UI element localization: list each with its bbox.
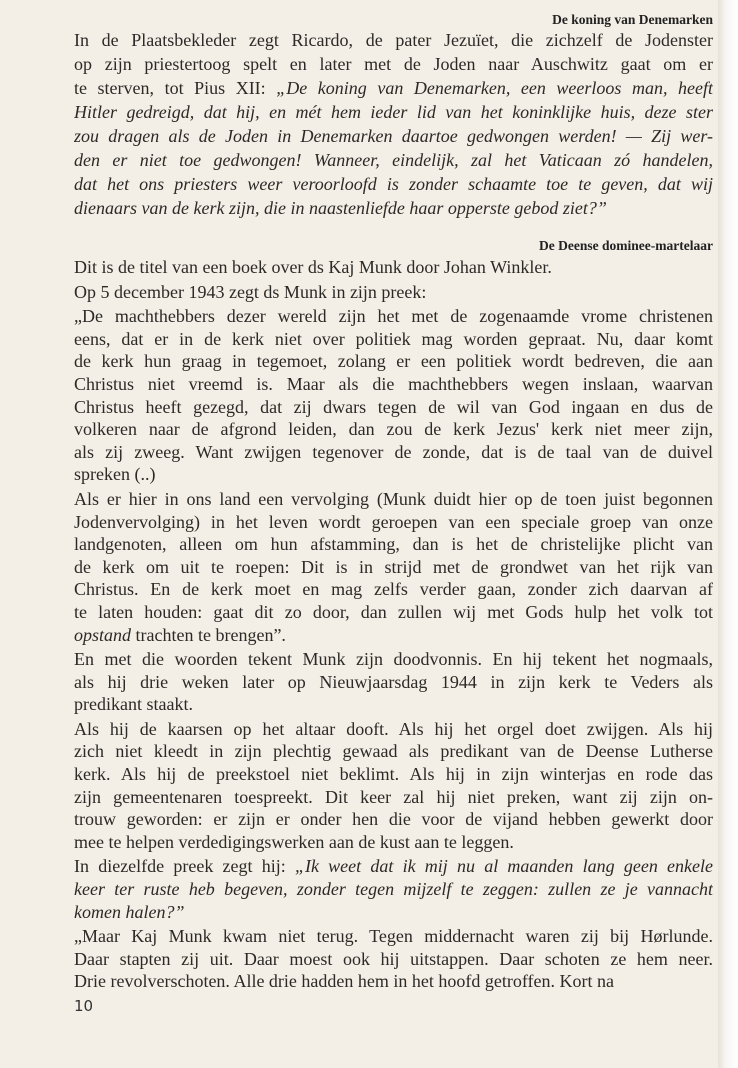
page-content	[74, 12, 713, 993]
body-text: de kerk hun graag in tegemoet, zolang er een politiek wordt bedreven, die aan	[74, 351, 713, 372]
body-text: als hij drie weken later op Nieuwjaarsdag 1944 in zijn kerk te Veders als	[74, 671, 713, 692]
italic-text: „De koning van Denemarken, een weerloos man, heeft	[276, 78, 713, 98]
body-text: eens, dat er in de kerk niet over politiek mag worden gepraat. Nu, daar komt	[74, 328, 713, 349]
section-heading: De Deense dominee-martelaar	[539, 238, 713, 253]
body-text: trachten te brengen”.	[131, 624, 286, 645]
text-line	[74, 970, 713, 993]
text-line	[74, 693, 713, 716]
body-text: als zij zweeg. Want zwijgen tegenover de zonde, dat is de taal van de duivel	[74, 441, 713, 462]
text-line	[74, 488, 713, 511]
text-line	[74, 901, 713, 924]
text-line	[74, 305, 713, 328]
text-line	[74, 878, 713, 901]
body-text: In diezelfde preek zegt hij:	[74, 856, 295, 877]
body-text: predikant staakt.	[74, 694, 193, 715]
body-text: mee te helpen verdedigingswerken aan de kust aan te leggen.	[74, 831, 514, 852]
text-line	[74, 786, 713, 809]
text-line	[74, 763, 713, 786]
section	[74, 238, 713, 993]
paragraph	[74, 28, 713, 220]
body-text: volkeren naar de afgrond leiden, dan zou de kerk Jezus' kerk niet meer zijn,	[74, 419, 713, 440]
body-text: Op 5 december 1943 zegt ds Munk in zijn preek:	[74, 281, 427, 302]
body-text: spreken (..)	[74, 464, 156, 485]
italic-text: dienaars van de kerk zijn, die in naastenliefde haar opperste gebod ziet?”	[74, 198, 607, 218]
book-page	[74, 12, 713, 1015]
body-text: op zijn priestertoog spelt en later met de Joden naar Auschwitz gaat om er	[74, 54, 713, 74]
section-heading: De koning van Denemarken	[552, 12, 713, 27]
page-edge	[718, 0, 738, 1068]
paragraph	[74, 925, 713, 993]
body-text: Christus heeft gezegd, dat zij dwars tegen de wil van God ingaan en dus de	[74, 396, 713, 417]
text-line	[74, 648, 713, 671]
text-line	[74, 172, 713, 196]
text-line	[74, 740, 713, 763]
text-line	[74, 533, 713, 556]
text-line	[74, 196, 713, 220]
body-text: Daar stapten zij uit. Daar moest ook hij uitstappen. Daar schoten ze hem neer.	[74, 948, 713, 969]
body-text: te sterven, tot Pius XII:	[74, 78, 277, 98]
text-line	[74, 28, 713, 52]
text-line	[74, 671, 713, 694]
body-text: Jodenvervolging) in het leven wordt geroepen van een speciale groep van onze	[74, 511, 713, 532]
text-line	[74, 100, 713, 124]
body-text: En met die woorden tekent Munk zijn doodvonnis. En hij tekent het nogmaals,	[74, 649, 713, 670]
body-text: Christus. En de kerk moet en mag zelfs verder gaan, zonder zich daarvan af	[74, 579, 713, 600]
text-line	[74, 831, 713, 854]
italic-text: keer ter ruste heb begeven, zonder tegen mijzelf te zeggen: zullen ze je vannacht	[74, 879, 713, 900]
text-line	[74, 511, 713, 534]
italic-text: dat het ons priesters weer veroorloofd is zonder schaamte toe te geven, dat wij	[74, 174, 713, 194]
text-line	[74, 578, 713, 601]
text-line	[74, 396, 713, 419]
body-text: Als hij de kaarsen op het altaar dooft. Als hij het orgel doet zwijgen. Als hij	[74, 718, 713, 739]
body-text: Drie revolverschoten. Alle drie hadden hem in het hoofd getroffen. Kort na	[74, 971, 614, 992]
section	[74, 12, 713, 220]
text-line	[74, 808, 713, 831]
paragraph	[74, 305, 713, 486]
body-text: „De machthebbers dezer wereld zijn het met de zogenaamde vrome christenen	[74, 306, 713, 327]
body-text: In de Plaatsbekleder zegt Ricardo, de pater Jezuïet, die zichzelf de Jodenster	[74, 30, 713, 50]
body-text: Dit is de titel van een boek over ds Kaj Munk door Johan Winkler.	[74, 257, 552, 277]
text-line	[74, 418, 713, 441]
paragraph	[74, 256, 713, 279]
body-text: de kerk om uit te roepen: Dit is in strijd met de grondwet van het rijk van	[74, 556, 713, 577]
body-text: „Maar Kaj Munk kwam niet terug. Tegen middernacht waren zij bij Hørlunde.	[74, 926, 713, 947]
text-line	[74, 124, 713, 148]
italic-text: komen halen?”	[74, 901, 185, 922]
text-line	[74, 718, 713, 741]
text-line	[74, 76, 713, 100]
text-line	[74, 52, 713, 76]
body-text: landgenoten, alleen om hun afstamming, dan is het de christelijke plicht van	[74, 534, 713, 555]
text-line	[74, 328, 713, 351]
paragraph	[74, 488, 713, 646]
text-line	[74, 601, 713, 624]
body-text: te laten houden: gaat dit zo door, dan zullen wij met Gods hulp het volk tot	[74, 601, 713, 622]
italic-text: „Ik weet dat ik mij nu al maanden lang geen enkele	[294, 856, 713, 877]
text-line	[74, 148, 713, 172]
body-text: zijn gemeentenaren toespreekt. Dit keer zal hij niet preken, want zij zijn on-	[74, 786, 713, 807]
text-line	[74, 373, 713, 396]
text-line	[74, 855, 713, 878]
italic-text: den er niet toe gedwongen! Wanneer, eindelijk, zal het Vaticaan zó handelen,	[74, 150, 713, 170]
body-text: kerk. Als hij de preekstoel niet beklimt. Als hij in zijn winterjas en rode das	[74, 764, 713, 785]
text-line	[74, 281, 713, 304]
text-line	[74, 624, 713, 647]
text-line	[74, 948, 713, 971]
text-line	[74, 441, 713, 464]
body-text: trouw geworden: er zijn er onder hen die voor de vijand hebben gewerkt door	[74, 809, 713, 830]
text-line	[74, 463, 713, 486]
paragraph	[74, 855, 713, 923]
italic-text: Hitler gedreigd, dat hij, en mét hem ieder lid van het koninklijke huis, deze ster	[74, 102, 713, 122]
text-line	[74, 256, 713, 279]
body-text: Als er hier in ons land een vervolging (Munk duidt hier op de toen juist begonnen	[74, 488, 713, 509]
text-line	[74, 925, 713, 948]
paragraph	[74, 648, 713, 716]
italic-text: opstand	[74, 624, 132, 645]
paragraph	[74, 281, 713, 304]
page-number: 10	[74, 997, 94, 1015]
italic-text: zou dragen als de Joden in Denemarken daartoe gedwongen werden! — Zij wer-	[74, 126, 713, 146]
paragraph	[74, 718, 713, 854]
body-text: zich niet kleedt in zijn plechtig gewaad als predikant van de Deense Lutherse	[74, 741, 713, 762]
text-line	[74, 350, 713, 373]
body-text: Christus niet vreemd is. Maar als die machthebbers wegen inslaan, waarvan	[74, 373, 713, 394]
text-line	[74, 556, 713, 579]
